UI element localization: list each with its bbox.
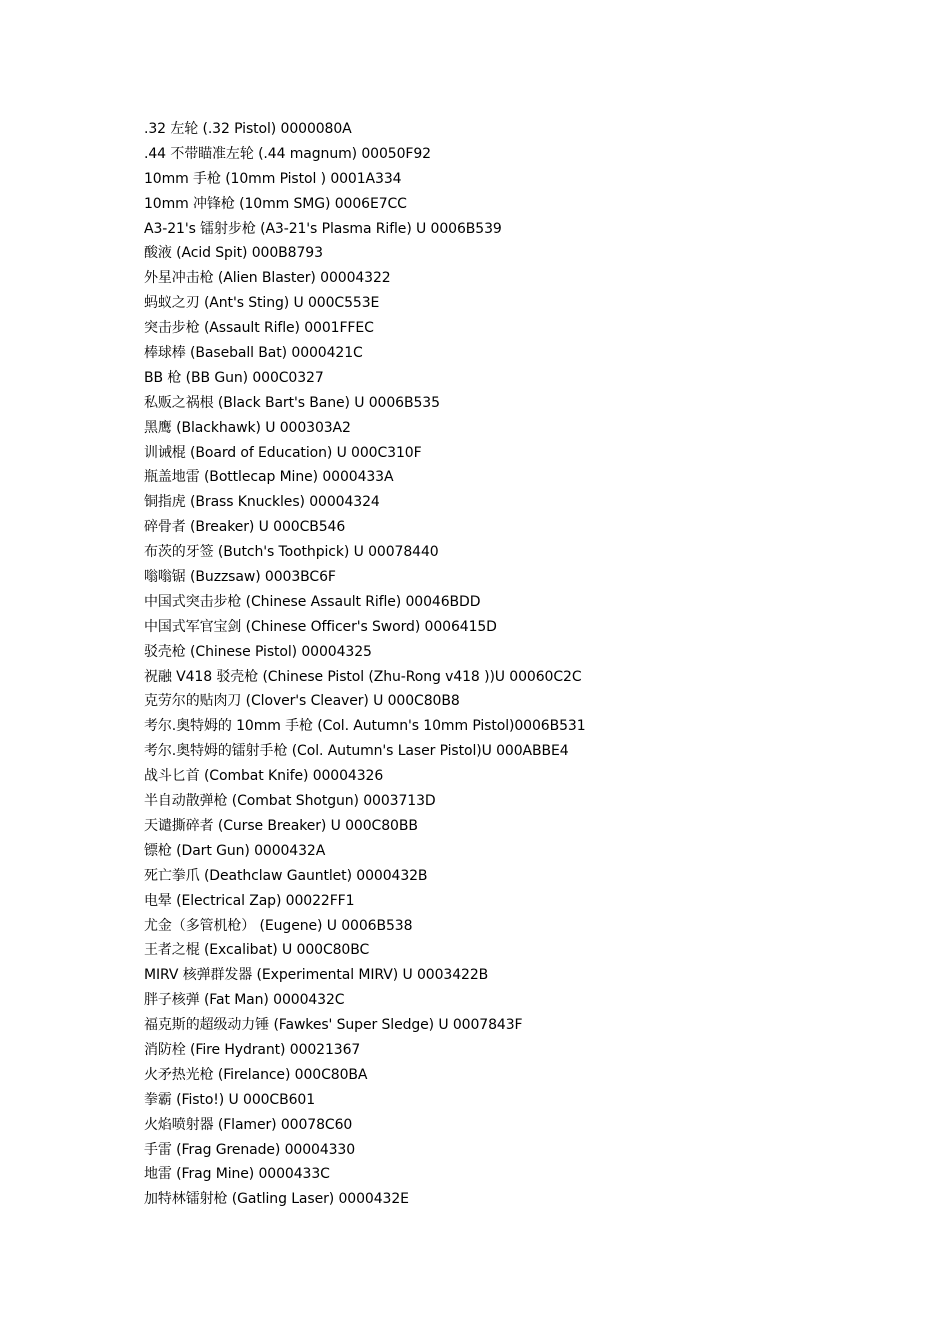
list-item: 王者之棍 (Excalibat) U 000C80BC (144, 942, 370, 959)
list-item: 突击步枪 (Assault Rifle) 0001FFEC (144, 320, 374, 337)
list-item: 外星冲击枪 (Alien Blaster) 00004322 (144, 270, 391, 287)
list-item: 火矛热光枪 (Firelance) 000C80BA (144, 1066, 368, 1083)
list-item: 铜指虎 (Brass Knuckles) 00004324 (144, 494, 380, 511)
list-item: 天谴撕碎者 (Curse Breaker) U 000C80BB (144, 817, 418, 834)
list-item: 10mm 手枪 (10mm Pistol ) 0001A334 (144, 170, 402, 187)
list-item: 电晕 (Electrical Zap) 00022FF1 (144, 892, 355, 909)
list-item: .44 不带瞄准左轮 (.44 magnum) 00050F92 (144, 145, 431, 162)
list-item: 手雷 (Frag Grenade) 00004330 (144, 1141, 356, 1158)
list-item: 10mm 冲锋枪 (10mm SMG) 0006E7CC (144, 195, 407, 212)
list-item: 地雷 (Frag Mine) 0000433C (144, 1166, 330, 1183)
list-item: MIRV 核弹群发器 (Experimental MIRV) U 0003422B (144, 967, 489, 984)
list-item: 棒球棒 (Baseball Bat) 0000421C (144, 345, 363, 362)
list-item: 中国式突击步枪 (Chinese Assault Rifle) 00046BDD (144, 593, 481, 610)
list-item: 加特林镭射枪 (Gatling Laser) 0000432E (144, 1191, 409, 1208)
list-item: 酸液 (Acid Spit) 000B8793 (144, 245, 323, 262)
list-item: 中国式军官宝剑 (Chinese Officer's Sword) 0006415D (144, 618, 497, 635)
list-item: .32 左轮 (.32 Pistol) 0000080A (144, 121, 352, 137)
list-item: 福克斯的超级动力锤 (Fawkes' Super Sledge) U 0007843F (144, 1017, 523, 1034)
list-item: 私贩之祸根 (Black Bart's Bane) U 0006B535 (144, 394, 440, 411)
list-item: 黑鹰 (Blackhawk) U 000303A2 (144, 419, 351, 436)
list-item: 驳壳枪 (Chinese Pistol) 00004325 (144, 643, 372, 660)
list-item: 祝融 V418 驳壳枪 (Chinese Pistol (Zhu-Rong v418 ))U 00060C2C (144, 668, 582, 685)
list-item: BB 枪 (BB Gun) 000C0327 (144, 369, 324, 386)
list-item: 死亡拳爪 (Deathclaw Gauntlet) 0000432B (144, 867, 428, 884)
list-item: 镖枪 (Dart Gun) 0000432A (144, 842, 326, 859)
list-item: 嗡嗡锯 (Buzzsaw) 0003BC6F (144, 569, 336, 586)
list-item: 布茨的牙签 (Butch's Toothpick) U 00078440 (144, 544, 439, 561)
list-item: 消防栓 (Fire Hydrant) 00021367 (144, 1041, 361, 1058)
list-item: 碎骨者 (Breaker) U 000CB546 (144, 519, 346, 536)
list-item: 尤金（多管机枪） (Eugene) U 0006B538 (144, 917, 413, 934)
weapon-list (144, 117, 924, 1212)
list-item: 蚂蚁之刃 (Ant's Sting) U 000C553E (144, 295, 380, 312)
list-item: 战斗匕首 (Combat Knife) 00004326 (144, 768, 384, 785)
list-item: 拳霸 (Fisto!) U 000CB601 (144, 1091, 316, 1108)
list-item: 考尔.奥特姆的 10mm 手枪 (Col. Autumn's 10mm Pistol)0006B531 (144, 718, 586, 735)
list-item: 火焰喷射器 (Flamer) 00078C60 (144, 1116, 353, 1133)
list-item: A3-21's 镭射步枪 (A3-21's Plasma Rifle) U 0006B539 (144, 220, 502, 237)
list-item: 考尔.奥特姆的镭射手枪 (Col. Autumn's Laser Pistol)U 000ABBE4 (144, 743, 569, 760)
list-item: 瓶盖地雷 (Bottlecap Mine) 0000433A (144, 469, 394, 486)
list-item: 半自动散弹枪 (Combat Shotgun) 0003713D (144, 793, 436, 810)
list-item: 克劳尔的贴肉刀 (Clover's Cleaver) U 000C80B8 (144, 693, 460, 710)
list-item: 胖子核弹 (Fat Man) 0000432C (144, 992, 345, 1009)
list-item: 训诫棍 (Board of Education) U 000C310F (144, 444, 422, 461)
